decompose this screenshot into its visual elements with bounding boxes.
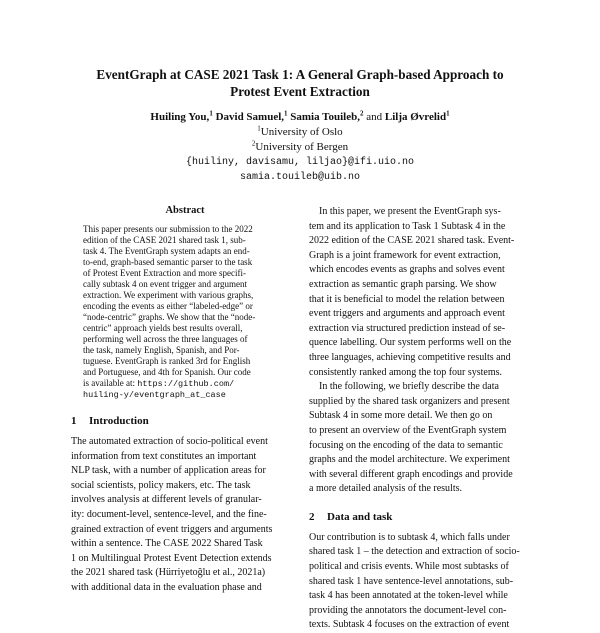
section-number: 1 (71, 415, 77, 427)
section2-line: providing the annotators the document-level con- (309, 604, 507, 616)
title-line-1: EventGraph at CASE 2021 Task 1: A General Graph-based Approach to (96, 67, 504, 82)
section2-line: Our contribution is to subtask 4, which falls under (309, 531, 510, 543)
abstract-line: extraction. We experiment with various graphs, (83, 290, 254, 300)
section-heading-introduction (71, 415, 299, 427)
intro-line: the 2021 shared task (Hürriyetoğlu et al., 2021a) (71, 567, 266, 579)
author-name: Huiling You, (150, 111, 210, 123)
abstract-heading: Abstract (165, 205, 205, 216)
right-paragraph-2 (309, 380, 531, 497)
abstract-line: centric” approach yields best results overall, (83, 323, 243, 333)
abstract-line: and Portuguese, and 4th for Spanish. Our code (83, 367, 251, 377)
abstract-line: This paper presents our submission to the 2022 (83, 224, 253, 234)
abstract-line (83, 378, 287, 390)
right-line: event triggers and arguments and approach event (309, 308, 505, 320)
intro-line: The automated extraction of socio-political event (71, 436, 268, 447)
affiliation-mark: 2 (251, 139, 256, 148)
author-name: Lilja Øvrelid (384, 111, 447, 123)
author-affiliation-mark: 1 (209, 109, 213, 118)
section-title: Introduction (89, 415, 149, 427)
introduction-paragraph (71, 435, 299, 596)
right-line: extraction as semantic graph parsing. We show (309, 278, 497, 290)
data-and-task-paragraph (309, 531, 531, 633)
abstract-line: “node-centric” graphs. We show that the “node- (83, 312, 256, 322)
right-line: supplied by the shared task organizers and present (309, 395, 510, 407)
right-line: Graph is a joint framework for event extraction, (309, 249, 501, 261)
right-line: In this paper, we present the EventGraph sys- (319, 206, 501, 217)
abstract-line: edition of the CASE 2021 shared task 1, sub- (83, 235, 246, 245)
affiliation (40, 125, 560, 140)
right-column (309, 205, 531, 633)
intro-line: involves analysis at different levels of granular- (71, 494, 262, 506)
email-line: {huiliny, davisamu, liljao}@ifi.uio.no (185, 157, 415, 168)
and-word: and (366, 111, 383, 123)
code-link[interactable]: huiling-y/eventgraph_at_case (83, 390, 226, 400)
right-line: 2022 edition of the CASE 2021 shared task. Event- (309, 235, 515, 247)
affiliation-text: University of Bergen (255, 141, 349, 153)
intro-line: information from text constitutes an important (71, 450, 257, 462)
abstract-line: performing well across the three languages of (83, 334, 248, 344)
email-line: samia.touileb@uib.no (239, 172, 361, 183)
right-line: graphs and the model architecture. We experiment (309, 454, 510, 466)
section-title: Data and task (327, 510, 393, 523)
section2-line: political and crisis events. While most subtasks of (309, 561, 509, 573)
title-line-2: Protest Event Extraction (230, 84, 370, 99)
code-link[interactable]: https://github.com/ (137, 379, 235, 389)
abstract-line: of Protest Event Extraction and more specifi- (83, 268, 246, 278)
paper-title (40, 66, 560, 100)
intro-line: NLP task, with a number of application areas for (71, 465, 266, 477)
intro-line: grained extraction of event triggers and arguments (71, 523, 273, 535)
section2-line: shared task 1 – the detection and extraction of socio- (309, 546, 520, 558)
section-number: 2 (309, 510, 315, 523)
abstract-line: the task, namely English, Spanish, and Por- (83, 345, 240, 355)
intro-line: with additional data in the evaluation phase and (71, 581, 262, 593)
section2-line: shared task 1 have sentence-level annotations, sub- (309, 575, 514, 587)
right-line: focusing on the encoding of the data to semantic (309, 439, 503, 451)
author-name: David Samuel, (215, 111, 285, 123)
abstract-line: cally subtask 4 on event trigger and argument (83, 279, 248, 289)
abstract-line: task 4. The EventGraph system adapts an end- (83, 246, 250, 256)
intro-line: ity: document-level, sentence-level, and the fine- (71, 508, 267, 520)
abstract-line: to-end, graph-based semantic parser to the task (83, 257, 253, 267)
abstract-line: encoding the events as either “labeled-edge” or (83, 301, 253, 311)
author-block (40, 110, 560, 185)
intro-line: 1 on Multilingual Protest Event Detection extends (71, 552, 272, 564)
right-line: consistently ranked among the top four systems. (309, 366, 503, 378)
author-name: Samia Touileb, (290, 111, 360, 123)
section-heading-data-and-task (309, 511, 531, 523)
intro-line: social scientists, policy makers, etc. The task (71, 479, 251, 491)
affiliation-mark: 1 (257, 124, 261, 133)
right-line: tem and its application to Task 1 Subtask 4 in the (309, 220, 506, 232)
abstract-line: tuguese. EventGraph is ranked 3rd for English (83, 356, 251, 366)
author-affiliation-mark: 1 (446, 109, 450, 118)
section2-line: texts. Subtask 4 focuses on the extraction of event (309, 619, 510, 631)
affiliation (40, 140, 560, 155)
abstract-line-text: is available at: (83, 378, 135, 388)
intro-line: within a sentence. The CASE 2022 Shared Task (71, 538, 263, 550)
section2-line: task 4 has been annotated at the token-level while (309, 590, 508, 602)
right-line: which encodes events as graphs and solves event (309, 264, 505, 276)
right-line: three languages, achieving competitive results and (309, 351, 511, 363)
right-line: extraction via structured prediction instead of se- (309, 322, 506, 334)
author-names (40, 110, 560, 125)
author-affiliation-mark: 1 (284, 109, 288, 118)
right-line: that it is beneficial to model the relation between (309, 293, 505, 305)
right-paragraph-1 (309, 205, 531, 380)
right-line: a more detailed analysis of the results. (309, 483, 463, 495)
affiliation-text: University of Oslo (260, 126, 343, 138)
right-line: to present an overview of the EventGraph system (309, 424, 507, 436)
right-line: quence labelling. Our system performs well on the (309, 337, 512, 349)
right-line: with several different graph encodings and provide (309, 468, 513, 480)
right-line: In the following, we briefly describe the data (319, 381, 499, 393)
author-affiliation-mark: 2 (359, 109, 364, 118)
right-line: Subtask 4 in some more detail. We then go on (309, 410, 493, 422)
abstract-body (83, 224, 287, 401)
left-column (71, 205, 299, 596)
